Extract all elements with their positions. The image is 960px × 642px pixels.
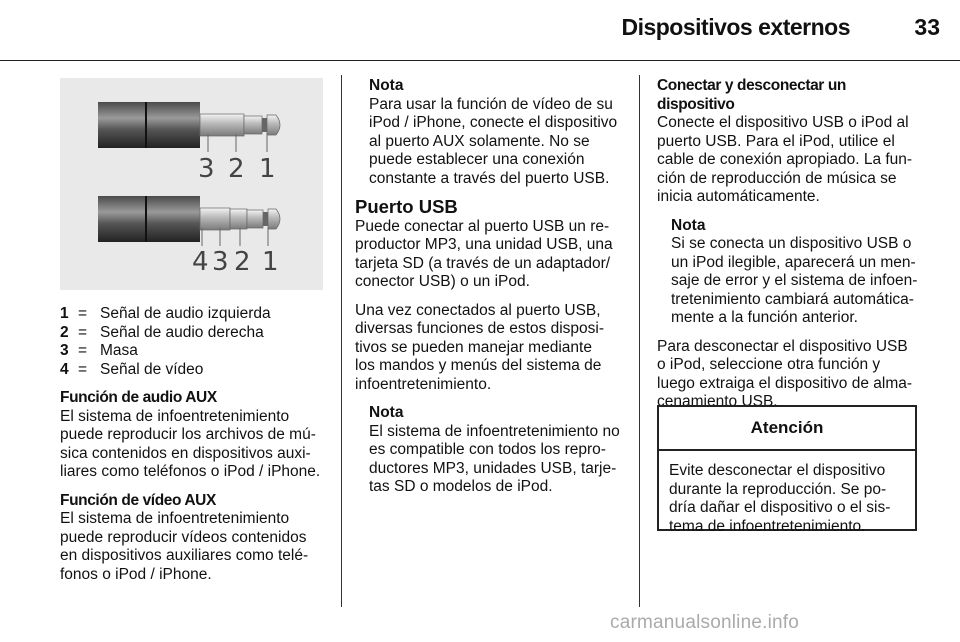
legend-text: Señal de vídeo (100, 360, 204, 378)
text-line: ción de reproducción de música se (657, 169, 897, 187)
watermark-text: carmanualsonline.info (610, 612, 800, 633)
column-1-text (60, 389, 335, 594)
text-line: tas SD o modelos de iPod. (369, 478, 553, 495)
text-line: constante a través del puerto USB. (369, 169, 610, 187)
page-number: 33 (914, 14, 940, 40)
text-line: tretenimiento cambiará automática- (671, 290, 914, 308)
text-line: diversas funciones de estos disposi- (355, 320, 604, 337)
text-line: dispositivo (657, 95, 735, 113)
legend-row (60, 342, 335, 361)
aux-video-paragraph (60, 510, 335, 584)
text-line: es compatible con todos los repro- (369, 441, 606, 458)
column-divider-left (341, 75, 342, 607)
text-line: El sistema de infoentretenimiento (60, 510, 290, 527)
connect-paragraph-2 (657, 338, 942, 412)
text-line: puede establecer una conexión (369, 151, 585, 168)
text-line: en dispositivos auxiliares como telé- (60, 547, 309, 564)
aux-video-heading: Función de vídeo AUX (60, 491, 216, 509)
text-line: un iPod ilegible, aparecerá un men- (671, 253, 916, 271)
page-header-title: Dispositivos externos (621, 14, 850, 40)
legend-equals: = (78, 305, 88, 322)
text-line: Si se conecta un dispositivo USB o (671, 235, 912, 252)
text-line: iPod / iPhone, conecte el dispositivo (369, 114, 618, 131)
text-line: puede reproducir los archivos de mú- (60, 426, 316, 443)
text-line: Para desconectar el dispositivo USB (657, 337, 908, 355)
note-title: Nota (671, 216, 706, 234)
connect-paragraph-1 (657, 114, 942, 207)
jack-plug-figure (60, 78, 323, 290)
text-line: sica contenidos en dispositivos auxi- (60, 444, 311, 462)
trs-plug (98, 102, 280, 152)
text-line: cenamiento USB. (657, 393, 778, 410)
legend-equals: = (78, 342, 88, 359)
text-line: productor MP3, una unidad USB, una (355, 236, 613, 253)
bottom-label-1: 1 (262, 247, 279, 277)
usb-paragraph-2 (355, 302, 635, 395)
connect-heading (657, 77, 942, 114)
text-line: El sistema de infoentretenimiento no (369, 422, 620, 440)
text-line: mente a la función anterior. (671, 309, 858, 326)
text-line: los mandos y menús del sistema de (355, 357, 602, 374)
text-line: infoentretenimiento. (355, 375, 492, 393)
text-line: Una vez conectados al puerto USB, (355, 301, 601, 319)
text-line: ductores MP3, unidades USB, tarje- (369, 459, 617, 477)
text-line: Conecte el dispositivo USB o iPod al (657, 114, 909, 131)
column-2-text (355, 77, 635, 507)
legend-row (60, 361, 335, 380)
text-line: puerto USB. Para el iPod, utilice el (657, 132, 895, 150)
text-line: saje de error y el sistema de infoen- (671, 272, 918, 289)
trrs-plug (98, 196, 280, 246)
text-line: tema de infoentretenimiento. (669, 517, 866, 535)
text-line: El sistema de infoentretenimiento (60, 407, 290, 425)
note-unreadable-device (671, 217, 942, 328)
legend-equals: = (78, 360, 88, 378)
warning-box (657, 405, 917, 535)
bottom-label-2: 2 (234, 247, 251, 277)
note-title: Nota (369, 404, 404, 421)
text-line: durante la reproducción. Se po- (669, 480, 887, 498)
warning-text (659, 451, 915, 536)
column-3-text (657, 77, 942, 422)
jack-plug-illustration (60, 78, 323, 290)
legend-number: 4 (60, 360, 69, 378)
legend-number: 1 (60, 305, 69, 322)
column-divider-right (639, 75, 640, 607)
text-line: Evite desconectar el dispositivo (669, 462, 886, 479)
text-line: o iPod, seleccione otra función y (657, 356, 881, 373)
text-line: tarjeta SD (a través de un adaptador/ (355, 254, 611, 272)
legend-row (60, 305, 335, 324)
text-line: fonos o iPod / iPhone. (60, 565, 212, 583)
aux-audio-paragraph (60, 408, 335, 482)
bottom-label-3: 3 (212, 247, 229, 277)
text-line: Para usar la función de vídeo de su (369, 95, 613, 113)
legend-number: 2 (60, 323, 69, 341)
top-label-1: 1 (259, 154, 276, 184)
legend-text: Masa (100, 342, 138, 359)
text-line: luego extraiga el dispositivo de alma- (657, 374, 913, 392)
text-line: dría dañar el dispositivo o el sis- (669, 499, 891, 516)
text-line: puede reproducir vídeos contenidos (60, 528, 307, 546)
text-line: conector USB) o un iPod. (355, 273, 530, 290)
note-compatibility (369, 404, 635, 497)
top-label-3: 3 (198, 154, 215, 184)
usb-port-heading: Puerto USB (355, 196, 458, 217)
text-line: cable de conexión apropiado. La fun- (657, 151, 913, 168)
header-rule (0, 60, 960, 61)
legend-number: 3 (60, 342, 69, 359)
top-label-2: 2 (228, 154, 245, 184)
aux-audio-heading: Función de audio AUX (60, 389, 217, 406)
text-line: liares como teléfonos o iPod / iPhone. (60, 463, 321, 480)
text-line: tivos se pueden manejar mediante (355, 338, 592, 356)
legend-text: Señal de audio izquierda (100, 305, 271, 322)
legend-text: Señal de audio derecha (100, 323, 264, 341)
figure-legend (60, 305, 335, 379)
legend-equals: = (78, 323, 88, 341)
text-line: al puerto AUX solamente. No se (369, 132, 590, 150)
text-line: inicia automáticamente. (657, 188, 820, 205)
legend-row (60, 324, 335, 343)
text-line: Conectar y desconectar un (657, 77, 846, 94)
text-line: Puede conectar al puerto USB un re- (355, 217, 610, 235)
note-video (369, 77, 635, 188)
note-title: Nota (369, 77, 404, 94)
bottom-label-4: 4 (192, 247, 209, 277)
usb-paragraph-1 (355, 218, 635, 292)
warning-title: Atención (659, 407, 915, 451)
